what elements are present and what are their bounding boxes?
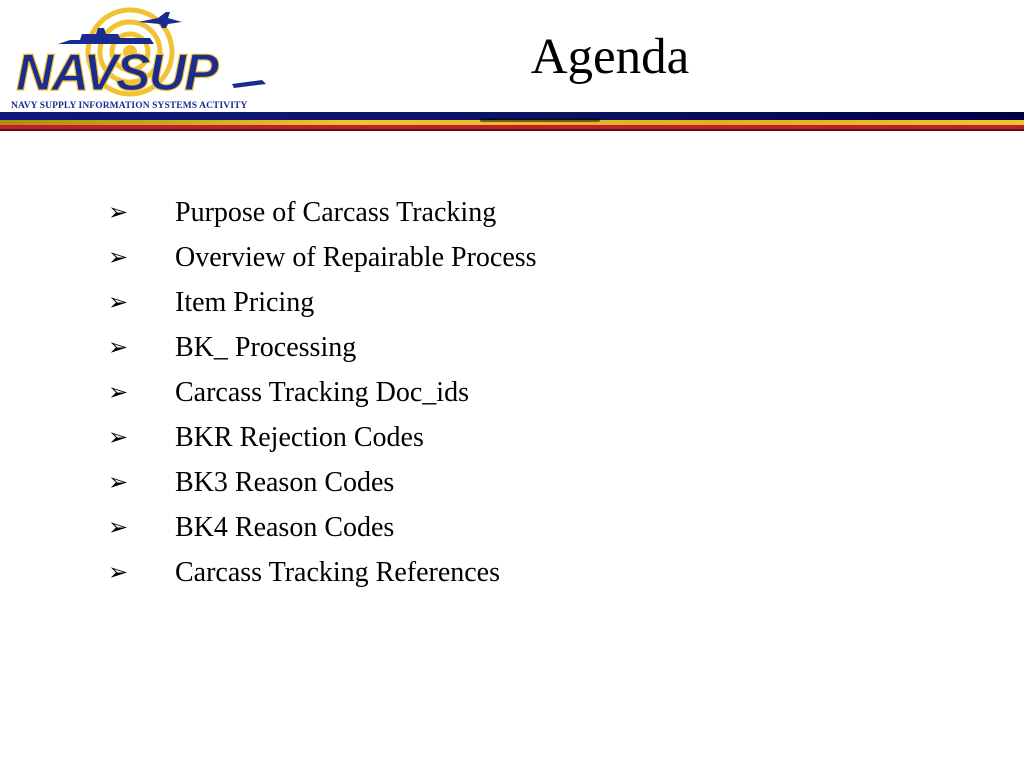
arrowhead-bullet-icon: ➢ <box>108 423 129 451</box>
agenda-item-label: Carcass Tracking References <box>175 557 501 588</box>
arrowhead-bullet-icon: ➢ <box>108 468 129 496</box>
agenda-item-label: BK4 Reason Codes <box>175 512 395 543</box>
agenda-item-label: BK_ Processing <box>175 332 357 363</box>
navsup-wordmark: NAVSUP <box>16 44 217 102</box>
agenda-item-label: Item Pricing <box>175 287 315 318</box>
slide-title: Agenda <box>530 29 690 85</box>
header-stripe-dark <box>0 129 1024 131</box>
header-stripe-shadow <box>480 118 600 122</box>
arrowhead-bullet-icon: ➢ <box>108 378 129 406</box>
agenda-item-label: BK3 Reason Codes <box>175 467 395 498</box>
agenda-item-label: Purpose of Carcass Tracking <box>175 197 497 228</box>
arrowhead-bullet-icon: ➢ <box>108 198 129 226</box>
agenda-item-label: Carcass Tracking Doc_ids <box>175 377 469 408</box>
agenda-item-label: Overview of Repairable Process <box>175 242 537 273</box>
arrowhead-bullet-icon: ➢ <box>108 288 129 316</box>
arrowhead-bullet-icon: ➢ <box>108 513 129 541</box>
agenda-item-label: BKR Rejection Codes <box>175 422 424 453</box>
arrowhead-bullet-icon: ➢ <box>108 333 129 361</box>
arrowhead-bullet-icon: ➢ <box>108 243 129 271</box>
arrowhead-bullet-icon: ➢ <box>108 558 129 586</box>
logo-subtitle: NAVY SUPPLY INFORMATION SYSTEMS ACTIVITY <box>11 101 248 111</box>
